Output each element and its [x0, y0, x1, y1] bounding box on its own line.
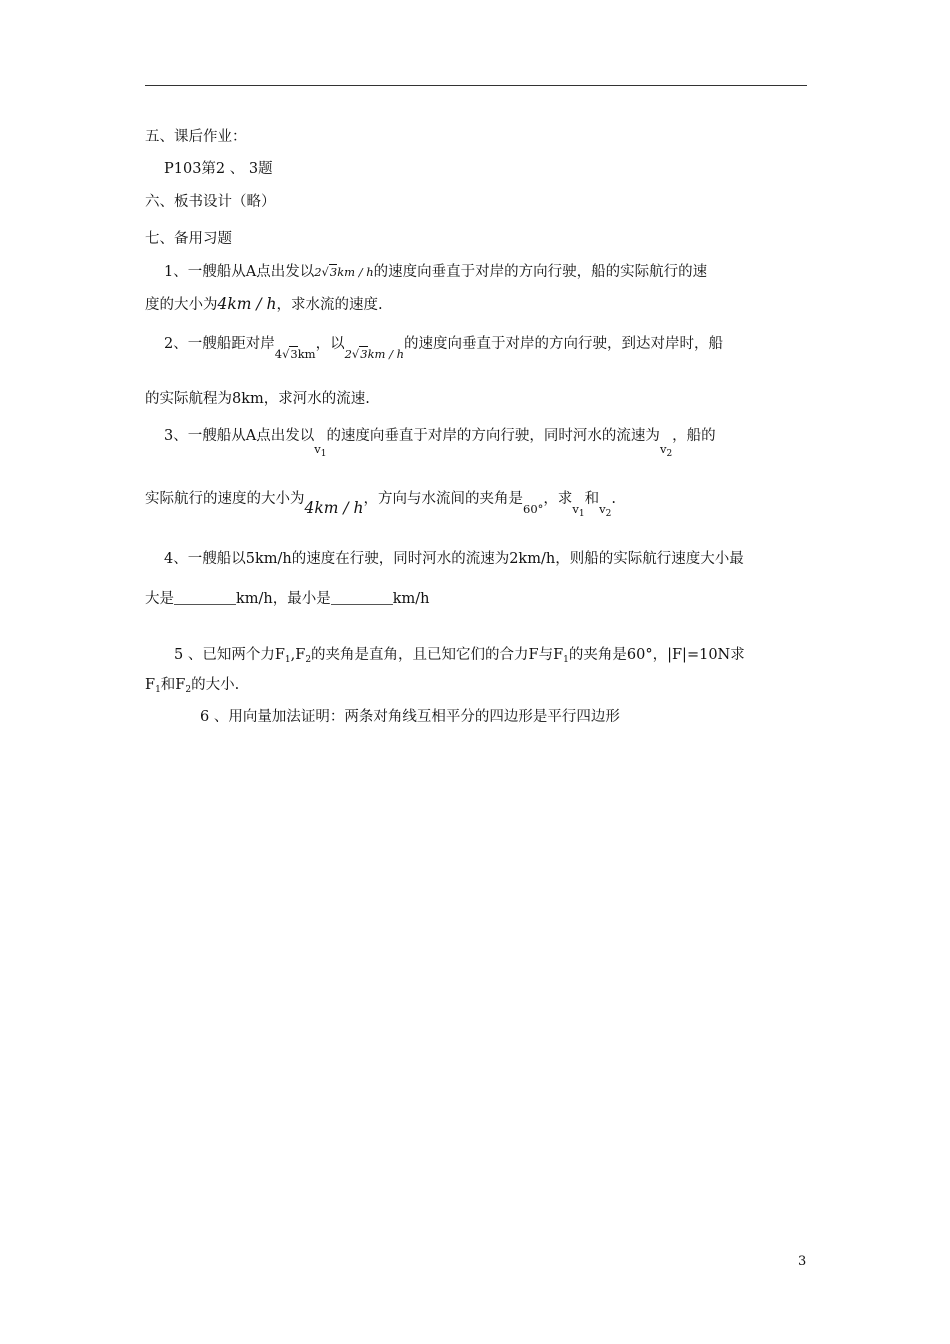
- question-2-line-1: 2、一艘船距对岸$_{4√3km}$，以$_{2√3km / h}$的速度向垂直于对岸的方向行驶，到达对岸时，船: [164, 336, 724, 361]
- section-5-title: 五、课后作业：: [145, 129, 247, 145]
- q1-speed-expr: 2√3km / h: [314, 265, 374, 279]
- section-5-item: P103第2 、 3题: [164, 161, 273, 177]
- q2-distance-expr: 4√3km: [274, 347, 316, 361]
- question-1-line-2: 度的大小为4km / h，求水流的速度.: [145, 295, 383, 313]
- answer-blank-max[interactable]: [174, 590, 236, 605]
- question-3-line-2: 实际航行的速度的大小为4km / h，方向与水流间的夹角是$_{60^\circ}$，求$_{v_1}$和$_{v_2}$.: [145, 491, 616, 519]
- question-4-line-2: 大是 km/h，最小是 km/h: [145, 591, 430, 607]
- section-7-title: 七、备用习题: [145, 231, 232, 247]
- q3-v1-symbol: v1: [314, 442, 327, 459]
- page-number: 3: [798, 1254, 807, 1269]
- question-6: 6 、用向量加法证明：两条对角线互相平分的四边形是平行四边形: [200, 709, 620, 725]
- question-5-line-2: $F_1$和$F_2$的大小.: [145, 677, 240, 695]
- q2-speed-expr: 2√3km / h: [344, 347, 405, 361]
- question-1-line-1: 1、一艘船从A点出发以2√3km / h的速度向垂直于对岸的方向行驶，船的实际航行的速: [164, 264, 708, 280]
- question-3-line-1: 3、一艘船从A点出发以$_{v_1}$的速度向垂直于对岸的方向行驶，同时河水的流速为$_{v_2}$，船的: [164, 428, 716, 459]
- q3-v2-symbol-2: v2: [599, 502, 612, 519]
- header-rule: [145, 85, 807, 86]
- q3-v1-symbol-2: v1: [572, 502, 585, 519]
- q1-actual-speed: 4km / h: [217, 295, 277, 313]
- question-4-line-1: 4、一艘船以5km/h的速度在行驶，同时河水的流速为2km/h，则船的实际航行速度大小最: [164, 551, 744, 567]
- q3-v2-symbol: v2: [659, 442, 673, 459]
- q3-actual-speed: 4km / h: [304, 499, 364, 517]
- answer-blank-min[interactable]: [331, 590, 393, 605]
- section-6-title: 六、板书设计（略）: [145, 194, 276, 210]
- question-5-line-1: 5 、已知两个力$F_1,F_2$的夹角是直角，且已知它们的合力F与$F_1$的夹角是60°，|F|=10N求: [174, 647, 745, 665]
- q3-angle: 60°: [523, 502, 544, 516]
- question-2-line-2: 的实际航程为8km，求河水的流速.: [145, 391, 370, 407]
